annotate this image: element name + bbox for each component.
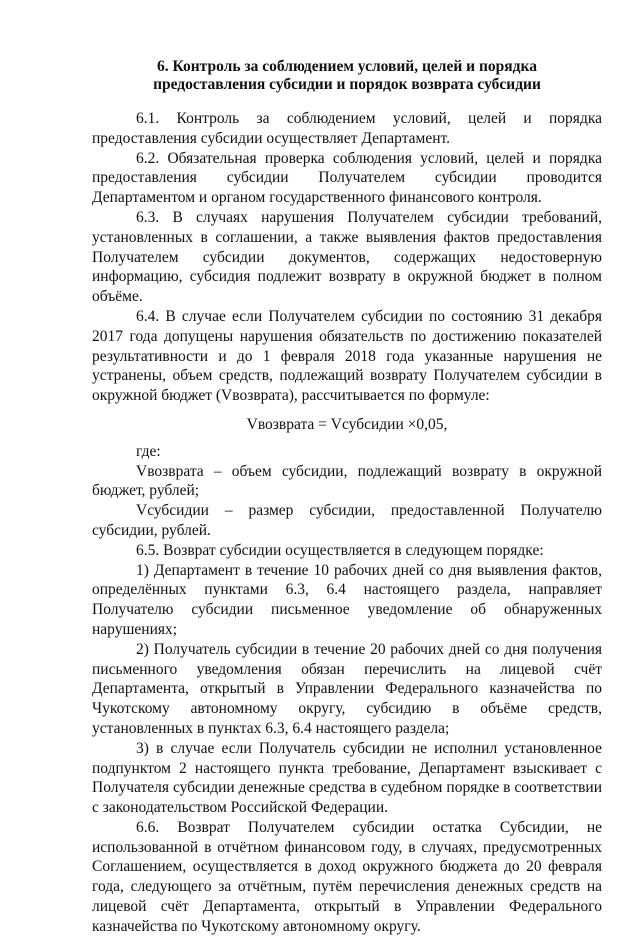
list-item-3: 3) в случае если Получатель субсидии не исполнил установленное подпунктом 2 настоящего пункта требование, Департамент взыскивает с Получателя субсидии денежные средства в судебном порядке в соответствии с законодательством Российской Федерации. — [92, 739, 602, 817]
paragraph-6-3: 6.3. В случаях нарушения Получателем субсидии требований, установленных в соглашении, а также выявления фактов предоставления Получателем субсидии документов, содержащих недостоверную информацию, субсидия подлежит возврату в окружной бюджет в полном объёме. — [92, 208, 602, 306]
list-item-1: 1) Департамент в течение 10 рабочих дней со дня выявления фактов, определённых пунктами 6.3, 6.4 настоящего раздела, направляет Получателю субсидии письменное уведомление об обнаруженных нарушениях; — [92, 561, 602, 638]
section-heading-line-1: 6. Контроль за соблюдением условий, целей и порядка — [157, 58, 537, 75]
definition-v-subsidy: Vсубсидии – размер субсидии, предоставленной Получателю субсидии, рублей. — [92, 502, 602, 539]
paragraph-6-5: 6.5. Возврат субсидии осуществляется в следующем порядке: — [136, 541, 544, 559]
definition-v-return: Vвозврата – объем субсидии, подлежащий возврату в окружной бюджет, рублей; — [92, 462, 602, 500]
list-item-2: 2) Получатель субсидии в течение 20 рабочих дней со дня получения письменного уведомления обязан перечислить на лицевой счёт Департамента, открытый в Управлении Федерального казначейства по Чукотскому автономному округу, субсидию в объёме средств, установленных в пунктах 6.3, 6.4 настоящего раздела; — [92, 640, 602, 737]
paragraph-6-4: 6.4. В случае если Получателем субсидии по состоянию 31 декабря 2017 года допущены нарушения обязательств по достижению показателей результативности и до 1 февраля 2018 года указанные нарушения не устранены, объем средств, подлежащий возврату Получателем субсидии в окружной бюджет (Vвозврата), рассчитывается по формуле: — [92, 307, 602, 405]
formula-where-label: где: — [136, 442, 161, 460]
paragraph-6-2: 6.2. Обязательная проверка соблюдения условий, целей и порядка предоставления субсидии Получателем субсидии проводится Департаментом и органом государственного финансового контроля. — [92, 149, 602, 207]
paragraph-6-6: 6.6. Возврат Получателем субсидии остатка Субсидии, не использованной в отчётном финансовом году, в случаях, предусмотренных Соглашением, осуществляется в доход окружного бюджета до 20 февраля года, следующего за отчётным, путём перечисления денежных средств на лицевой счёт Департамента, открытый в Управлении Федерального казначейства по Чукотскому автономному округу. — [92, 818, 602, 935]
section-heading-line-2: предоставления субсидии и порядок возврата субсидии — [153, 76, 541, 93]
return-formula: Vвозврата = Vсубсидии ×0,05, — [246, 415, 448, 433]
paragraph-6-1: 6.1. Контроль за соблюдением условий, целей и порядка предоставления субсидии осуществляет Департамент. — [92, 110, 602, 147]
section-heading — [92, 58, 602, 94]
